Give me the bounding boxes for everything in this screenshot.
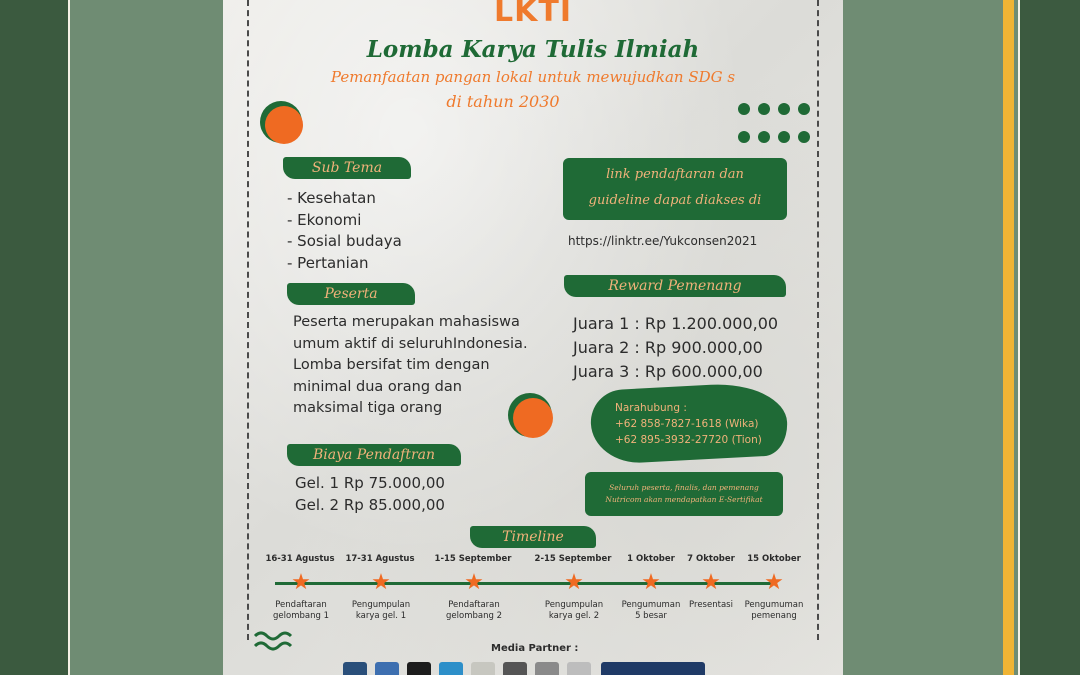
- note-line: Nutricom akan mendapatkan E-Sertifikat: [605, 495, 763, 504]
- sertifikat-note: [585, 472, 783, 516]
- reward-list: [573, 312, 778, 384]
- timeline-star-icon: ★: [641, 570, 661, 595]
- timeline-label: Pengumuman pemenang: [744, 600, 804, 621]
- partner-logo-icon: [503, 662, 527, 675]
- peserta-line: maksimal tiga orang: [293, 400, 443, 416]
- lkti-poster: [223, 0, 843, 675]
- reward-item: Juara 3 : Rp 600.000,00: [573, 362, 763, 381]
- reward-item: Juara 2 : Rp 900.000,00: [573, 338, 763, 357]
- frame-line-right: [1018, 0, 1020, 675]
- timeline-star-icon: ★: [464, 570, 484, 595]
- frame-line-left: [68, 0, 70, 675]
- pendaftaran-line: guideline dapat diakses di: [588, 193, 762, 208]
- subtema-item: - Pertanian: [287, 253, 369, 272]
- pendaftaran-url[interactable]: https://linktr.ee/Yukconsen2021: [568, 234, 758, 248]
- dashed-border-right: [817, 0, 819, 640]
- orange-circle-icon: [265, 106, 303, 144]
- timeline-star-icon: ★: [564, 570, 584, 595]
- narahubung-label: Narahubung :: [615, 402, 687, 414]
- timeline-label: Pengumuman 5 besar: [621, 600, 681, 621]
- partner-logo-icon: [375, 662, 399, 675]
- subtema-list: [287, 188, 402, 274]
- timeline-star-icon: ★: [371, 570, 391, 595]
- timeline-date: 7 Oktober: [687, 554, 735, 564]
- partner-logo-icon: [471, 662, 495, 675]
- pendaftaran-line: link pendaftaran dan: [606, 167, 744, 182]
- timeline-star-icon: ★: [764, 570, 784, 595]
- pendaftaran-box: [563, 158, 787, 220]
- partner-logo-icon: [535, 662, 559, 675]
- peserta-line: umum aktif di seluruhIndonesia.: [293, 335, 528, 352]
- timeline-date: 2-15 September: [534, 554, 612, 564]
- timeline-date: 1-15 September: [434, 554, 512, 564]
- peserta-line: Lomba bersifat tim dengan: [293, 357, 490, 373]
- timeline-label: Pendaftaran gelombang 1: [273, 600, 329, 621]
- poster-subtitle: Lomba Karya Tulis Ilmiah: [366, 36, 700, 63]
- partner-logo-icon: [567, 662, 591, 675]
- peserta-heading: Peserta: [287, 283, 415, 305]
- partner-logo-icon: [343, 662, 367, 675]
- timeline-label: Pendaftaran gelombang 2: [446, 600, 502, 621]
- timeline-date: 16-31 Agustus: [265, 554, 335, 564]
- theme-line-2: di tahun 2030: [446, 92, 560, 111]
- biaya-item: Gel. 1 Rp 75.000,00: [295, 474, 445, 492]
- partner-logo-icon: [407, 662, 431, 675]
- timeline-date: 17-31 Agustus: [345, 554, 415, 564]
- reward-item: Juara 1 : Rp 1.200.000,00: [573, 314, 779, 333]
- note-line: Seluruh peserta, finalis, dan pemenang: [609, 483, 759, 492]
- partner-logo-icon: [439, 662, 463, 675]
- narahubung-contact: +62 895-3932-27720 (Tion): [615, 434, 762, 446]
- timeline-label: Presentasi: [689, 600, 733, 610]
- timeline-star-icon: ★: [701, 570, 721, 595]
- wave-icon: [253, 628, 297, 654]
- timeline-date: 15 Oktober: [747, 554, 801, 564]
- theme-line-1: Pemanfaatan pangan lokal untuk mewujudkan SDG s: [330, 68, 736, 86]
- frame-right-panel: [1022, 0, 1080, 675]
- biaya-heading: Biaya Pendaftran: [287, 444, 461, 466]
- peserta-description: [293, 312, 528, 420]
- peserta-line: Peserta merupakan mahasiswa: [293, 314, 520, 330]
- biaya-item: Gel. 2 Rp 85.000,00: [295, 496, 445, 514]
- subtema-item: - Ekonomi: [287, 210, 362, 229]
- timeline-label: Pengumpulan karya gel. 1: [351, 600, 411, 621]
- subtema-item: - Sosial budaya: [287, 232, 402, 250]
- partner-logo-icon: [601, 662, 705, 675]
- subtema-heading: Sub Tema: [283, 157, 411, 179]
- timeline-date: 1 Oktober: [627, 554, 675, 564]
- subtema-item: - Kesehatan: [287, 189, 376, 207]
- reward-heading: Reward Pemenang: [564, 275, 786, 297]
- gold-accent-strip: [1003, 0, 1014, 675]
- media-partner-label: Media Partner :: [491, 643, 579, 654]
- timeline-star-icon: ★: [291, 570, 311, 595]
- timeline-heading: Timeline: [470, 526, 596, 548]
- biaya-list: [295, 472, 445, 516]
- narahubung-contact: +62 858-7827-1618 (Wika): [615, 418, 759, 430]
- poster-title: LKTI: [494, 0, 572, 29]
- timeline-label: Pengumpulan karya gel. 2: [544, 600, 604, 621]
- peserta-line: minimal dua orang dan: [293, 378, 462, 395]
